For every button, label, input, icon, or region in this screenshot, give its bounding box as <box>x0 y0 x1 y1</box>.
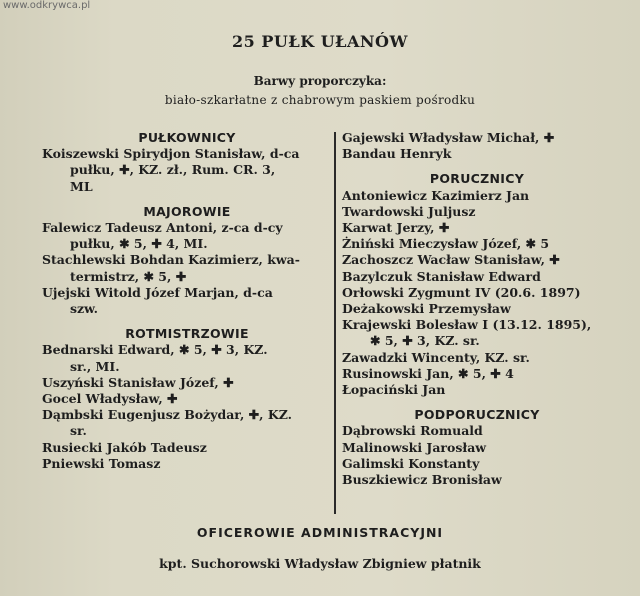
list-item: Zachoszcz Wacław Stanisław, ✚ <box>342 252 560 268</box>
list-item: Krajewski Bolesław I (13.12. 1895), <box>342 317 592 333</box>
list-item: Buszkiewicz Bronisław <box>342 472 502 488</box>
list-item: sr. <box>70 423 87 439</box>
list-item: pułku, ✚, KZ. zł., Rum. CR. 3, <box>70 162 276 178</box>
list-item: Pniewski Tomasz <box>42 455 161 471</box>
list-item: Koiszewski Spirydjon Stanisław, d-ca <box>42 146 300 162</box>
list-item: ML <box>70 178 93 194</box>
heading-colonels: PUŁKOWNICY <box>138 130 236 145</box>
list-item: Bandau Henryk <box>342 146 452 162</box>
list-item: sr., MI. <box>70 358 120 374</box>
right-column <box>342 130 612 488</box>
list-item: Stachlewski Bohdan Kazimierz, kwa- <box>42 252 300 268</box>
list-item: Żniński Mieczysław Józef, ✱ 5 <box>342 236 550 252</box>
heading-lieutenants: PORUCZNICY <box>429 171 525 187</box>
colors-value: biało-szkarłatne z chabrowym paskiem pośrodku <box>164 93 476 107</box>
list-item: Gocel Władysław, ✚ <box>42 391 178 407</box>
heading-second-lieutenants: PODPORUCZNICY <box>414 407 540 423</box>
admin-officer-entry: kpt. Suchorowski Władysław Zbigniew płatnik <box>159 556 481 571</box>
list-item: Rusinowski Jan, ✱ 5, ✚ 4 <box>342 365 514 381</box>
list-item: Twardowski Juljusz <box>342 203 476 219</box>
list-item: Dąmbski Eugenjusz Bożydar, ✚, KZ. <box>42 407 292 423</box>
list-item: Falewicz Tadeusz Antoni, z-ca d-cy <box>42 220 283 236</box>
left-column <box>42 130 332 472</box>
list-item: Rusiecki Jakób Tadeusz <box>42 439 207 455</box>
page-title: 25 PUŁK UŁANÓW <box>232 32 408 51</box>
list-item: Orłowski Zygmunt IV (20.6. 1897) <box>342 284 581 300</box>
list-item: Galimski Konstanty <box>342 455 480 471</box>
list-item: Zawadzki Wincenty, KZ. sr. <box>342 349 530 365</box>
watermark: www.odkrywca.pl <box>3 0 91 11</box>
list-item: ✱ 5, ✚ 3, KZ. sr. <box>370 333 480 349</box>
list-item: Antoniewicz Kazimierz Jan <box>342 187 530 203</box>
column-divider <box>334 132 336 514</box>
list-item: Łopaciński Jan <box>342 382 446 398</box>
heading-captains: ROTMISTRZOWIE <box>125 326 249 342</box>
list-item: Karwat Jerzy, ✚ <box>342 220 450 236</box>
list-item: szw. <box>70 301 98 317</box>
list-item: termistrz, ✱ 5, ✚ <box>70 268 187 284</box>
list-item: Bazylczuk Stanisław Edward <box>342 268 541 284</box>
heading-majors: MAJOROWIE <box>143 203 231 219</box>
list-item: Malinowski Jarosław <box>342 439 487 455</box>
heading-admin-officers: OFICEROWIE ADMINISTRACYJNI <box>196 525 444 540</box>
list-item: Ujejski Witold Józef Marjan, d-ca <box>42 284 273 300</box>
list-item: pułku, ✱ 5, ✚ 4, MI. <box>70 236 208 252</box>
list-item: Gajewski Władysław Michał, ✚ <box>342 130 555 145</box>
list-item: Deżakowski Przemysław <box>342 301 511 317</box>
list-item: Bednarski Edward, ✱ 5, ✚ 3, KZ. <box>42 342 268 358</box>
list-item: Dąbrowski Romuald <box>342 423 483 439</box>
colors-label: Barwy proporczyka: <box>253 74 387 88</box>
list-item: Uszyński Stanisław Józef, ✚ <box>42 374 234 390</box>
